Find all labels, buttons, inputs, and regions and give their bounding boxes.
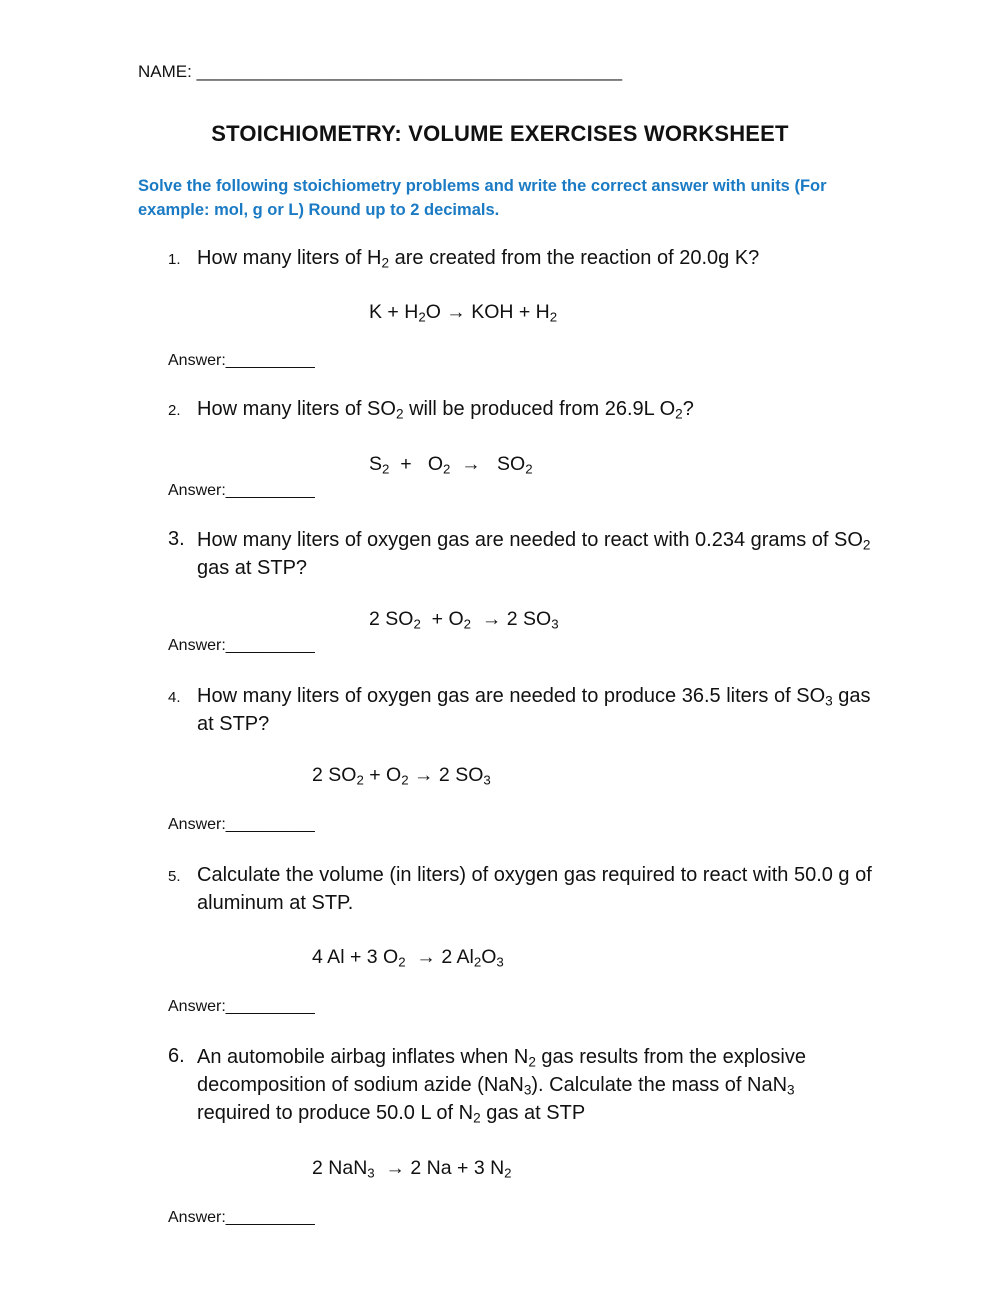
answer-blank[interactable]: Answer:__________ bbox=[168, 816, 315, 833]
chemical-equation: 2 $SO_2 + O_2 \to 2$ $SO_3$ bbox=[369, 608, 559, 632]
chemical-equation: 4 Al + 3 $O_2 \to 2$ $Al_2O_3$ bbox=[312, 946, 504, 970]
question-text: How many liters of $H_2$ are created from the reaction of 20.0g K? bbox=[197, 247, 760, 271]
chemical-equation: $K + H_2O$ → KOH + $H_2$ bbox=[369, 301, 558, 325]
answer-blank[interactable]: Answer:__________ bbox=[168, 637, 315, 654]
question-text: How many liters of oxygen gas are needed to produce 36.5 liters of $SO_3$ gas at STP? bbox=[197, 685, 871, 735]
question-number: 2. bbox=[168, 402, 181, 419]
question-number: 3. bbox=[168, 528, 185, 550]
question-text: How many liters of $SO_2$ will be produced from 26.9L $O_2$? bbox=[197, 398, 694, 422]
instructions: Solve the following stoichiometry problems and write the correct answer with units (For example: mol, g or L) Round up to 2 decimals. bbox=[138, 177, 827, 219]
page-title: STOICHIOMETRY: VOLUME EXERCISES WORKSHEET bbox=[211, 121, 789, 146]
question-number: 4. bbox=[168, 689, 181, 706]
chemical-equation: $S_2 + O_2 \to SO_2$ bbox=[369, 453, 533, 477]
chemical-equation: 2 NaN$_3$ → 2 Na + 3 $N_2$ bbox=[312, 1157, 512, 1181]
answer-blank[interactable]: Answer:__________ bbox=[168, 482, 315, 499]
question-number: 6. bbox=[168, 1045, 185, 1067]
question-number: 1. bbox=[168, 251, 181, 268]
name-field[interactable] bbox=[138, 62, 622, 82]
answer-blank[interactable]: Answer:__________ bbox=[168, 352, 315, 369]
question-text: Calculate the volume (in liters) of oxygen gas required to react with 50.0 g of aluminum at STP. bbox=[197, 864, 872, 914]
name-label: NAME: bbox=[138, 62, 192, 81]
question-text: How many liters of oxygen gas are needed to react with 0.234 grams of $SO_2$ gas at STP? bbox=[197, 529, 871, 579]
chemical-equation: 2 $SO_2 + O_2 \to 2$ $SO_3$ bbox=[312, 764, 491, 788]
question-number: 5. bbox=[168, 868, 181, 885]
question-text: An automobile airbag inflates when $N_2$ gas results from the explosive decomposition of sodium azide (NaN$_3$). Calculate the mass of NaN$_3$ required to produce 50.0 L of $N_2$ gas at STP bbox=[197, 1046, 806, 1126]
name-blank: _____________________________________________ bbox=[196, 62, 623, 81]
answer-blank[interactable]: Answer:__________ bbox=[168, 1209, 315, 1226]
answer-blank[interactable]: Answer:__________ bbox=[168, 998, 315, 1015]
